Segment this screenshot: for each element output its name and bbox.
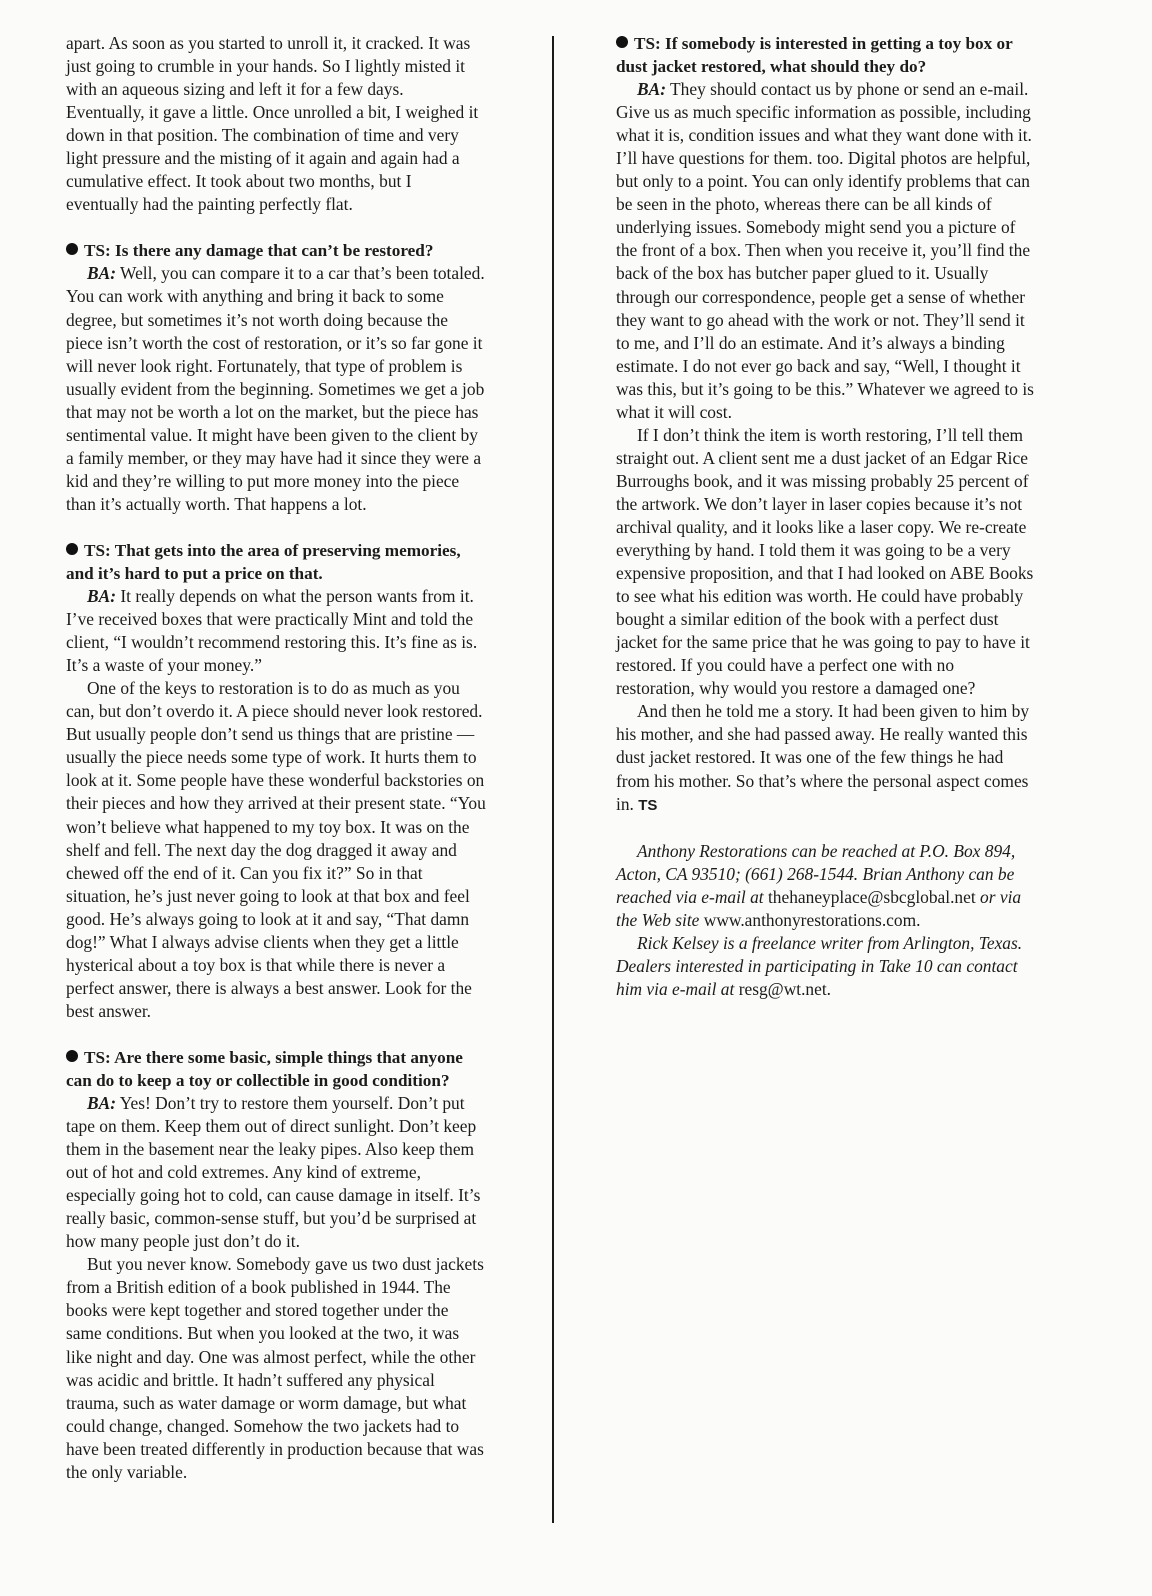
contact-website: www.anthonyrestorations.com. [703,909,921,930]
author-email: resg@wt.net. [738,978,832,999]
end-mark: TS [638,796,658,814]
speaker-label: BA: [87,586,116,607]
paragraph: apart. As soon as you started to unroll it, it cracked. It was just going to crumble in your hands. So I lightly misted it with an aqueous sizing and left it for a few days. Eventually, it gave a little. Once unrolled a bit, I weighed it down in that position. The combination of time and very light pressure and the misting of it again and again had a cumulative effect. It took about two months, but I eventually had the painting perfectly flat. [66,33,479,215]
question-heading: TS: Is there any damage that can’t be restored? [66,239,486,262]
contact-note: Anthony Restorations can be reached at P.O. Box 894, Acton, CA 93510; (661) 268-1544. Brian Anthony can be reached via e-mail at thehaneyplace@sbcglobal.net or via the Web site www.anthonyrestorations.com. [616,840,1022,930]
question-heading: TS: If somebody is interested in getting a toy box or dust jacket restored, what should they do? [616,34,1013,77]
answer-paragraph: BA: It really depends on what the person wants from it. I’ve received boxes that were practically Mint and told the client, “I wouldn’t recommend restoring this. It’s fine as is. It’s a waste of your money.” [66,586,478,676]
question-heading: TS: Are there some basic, simple things that anyone can do to keep a toy or collectible in good condition? [66,1047,463,1090]
answer-paragraph: If I don’t think the item is worth restoring, I’ll tell them straight out. A client sent me a dust jacket of an Edgar Rice Burroughs book, and it was missing probably 25 percent of the artwork. We don’t layer in laser copies because it’s not archival quality, and it looks like a laser copy. We re-create everything by hand. I told them it was going to be a very expensive proposition, and that I had looked on ABE Books to see what his edition was worth. He could have probably bought a similar edition of the book with a perfect dust jacket for the same price that he was going to pay to have it restored. If you could have a perfect one with no restoration, why would you restore a damaged one? [616,424,1034,699]
column-divider [552,36,554,1523]
speaker-label: BA: [637,79,666,100]
answer-paragraph: BA: Yes! Don’t try to restore them yourself. Don’t put tape on them. Keep them out of direct sunlight. Don’t keep them in the basement near the leaky pipes. Also keep them out of hot and cold extremes. Any kind of extreme, especially going hot to cold, can cause damage in itself. It’s really basic, common-sense stuff, but you’d be surprised at how many people just don’t do it. [66,1093,481,1252]
bullet-icon [66,1050,78,1062]
answer-paragraph: One of the keys to restoration is to do as much as you can, but don’t overdo it. A piece should never look restored. But usually people don’t send us things that are pristine — usually the piece needs some type of work. It hurts them to look at it. Some people have these wonderful backstories on their pieces and how they arrived at their present state. “You won’t believe what happened to my toy box. It was on the shelf and fell. The next day the dog dragged it away and chewed off the end of it. Can you fix it?” So in that situation, he’s just never going to look at that box and feel good. He’s always going to look at it and say, “That damn dog!” What I always advise clients when they get a little hysterical about a toy box is that while there is never a perfect answer, there is always a best answer. Look for the best answer. [66,678,486,1021]
left-column [66,32,486,1484]
bullet-icon [66,543,78,555]
answer-paragraph: BA: Well, you can compare it to a car that’s been totaled. You can work with anything and bring it back to some degree, but sometimes it’s not worth doing because the piece isn’t worth the cost of restoration, or it’s so far gone it will never look right. Fortunately, that type of problem is usually evident from the beginning. Sometimes we get a job that may not be worth a lot on the market, but the piece has sentimental value. It might have been given to the client by a family member, or they may have had it since they were a kid and they’re willing to put more money into the piece than it’s actually worth. That happens a lot. [66,263,485,514]
right-column [616,32,1036,1001]
contact-email: thehaneyplace@sbcglobal.net [767,886,976,907]
speaker-label: BA: [87,263,116,284]
author-bio: Rick Kelsey is a freelance writer from Arlington, Texas. Dealers interested in participating in Take 10 can contact him via e-mail at resg@wt.net. [616,932,1023,999]
speaker-label: BA: [87,1093,116,1114]
answer-paragraph: BA: They should contact us by phone or send an e-mail. Give us as much specific information as possible, including what it is, condition issues and what they want done with it. I’ll have questions for them. too. Digital photos are helpful, but only to a point. You can only identify problems that can be seen in the photo, whereas there can be all kinds of underlying issues. Somebody might send you a picture of the front of a box. Then when you receive it, you’ll find the back of the box has butcher paper glued to it. Usually through our correspondence, people get a sense of whether they want to go ahead with the work or not. They’ll send it to me, and I’ll do an estimate. And it’s always a binding estimate. I do not ever go back and say, “Well, I thought it was this, but it’s going to be this.” Whatever we agreed to is what it will cost. [616,79,1034,422]
answer-paragraph: And then he told me a story. It had been given to him by his mother, and she had passed away. He really wanted this dust jacket restored. It was one of the few things he had from his mother. So that’s where the personal aspect comes in. TS [616,701,1030,814]
bullet-icon [616,36,628,48]
answer-paragraph: But you never know. Somebody gave us two dust jackets from a British edition of a book published in 1944. The books were kept together and stored together under the same conditions. But when you looked at the two, it was like night and day. One was almost perfect, while the other was acidic and brittle. It hadn’t suffered any physical trauma, such as water damage or worm damage, but what could change, changed. Somehow the two jackets had to have been treated differently in production because that was the only variable. [66,1254,484,1482]
question-heading: TS: That gets into the area of preserving memories, and it’s hard to put a price on that. [66,540,461,583]
bullet-icon [66,243,78,255]
